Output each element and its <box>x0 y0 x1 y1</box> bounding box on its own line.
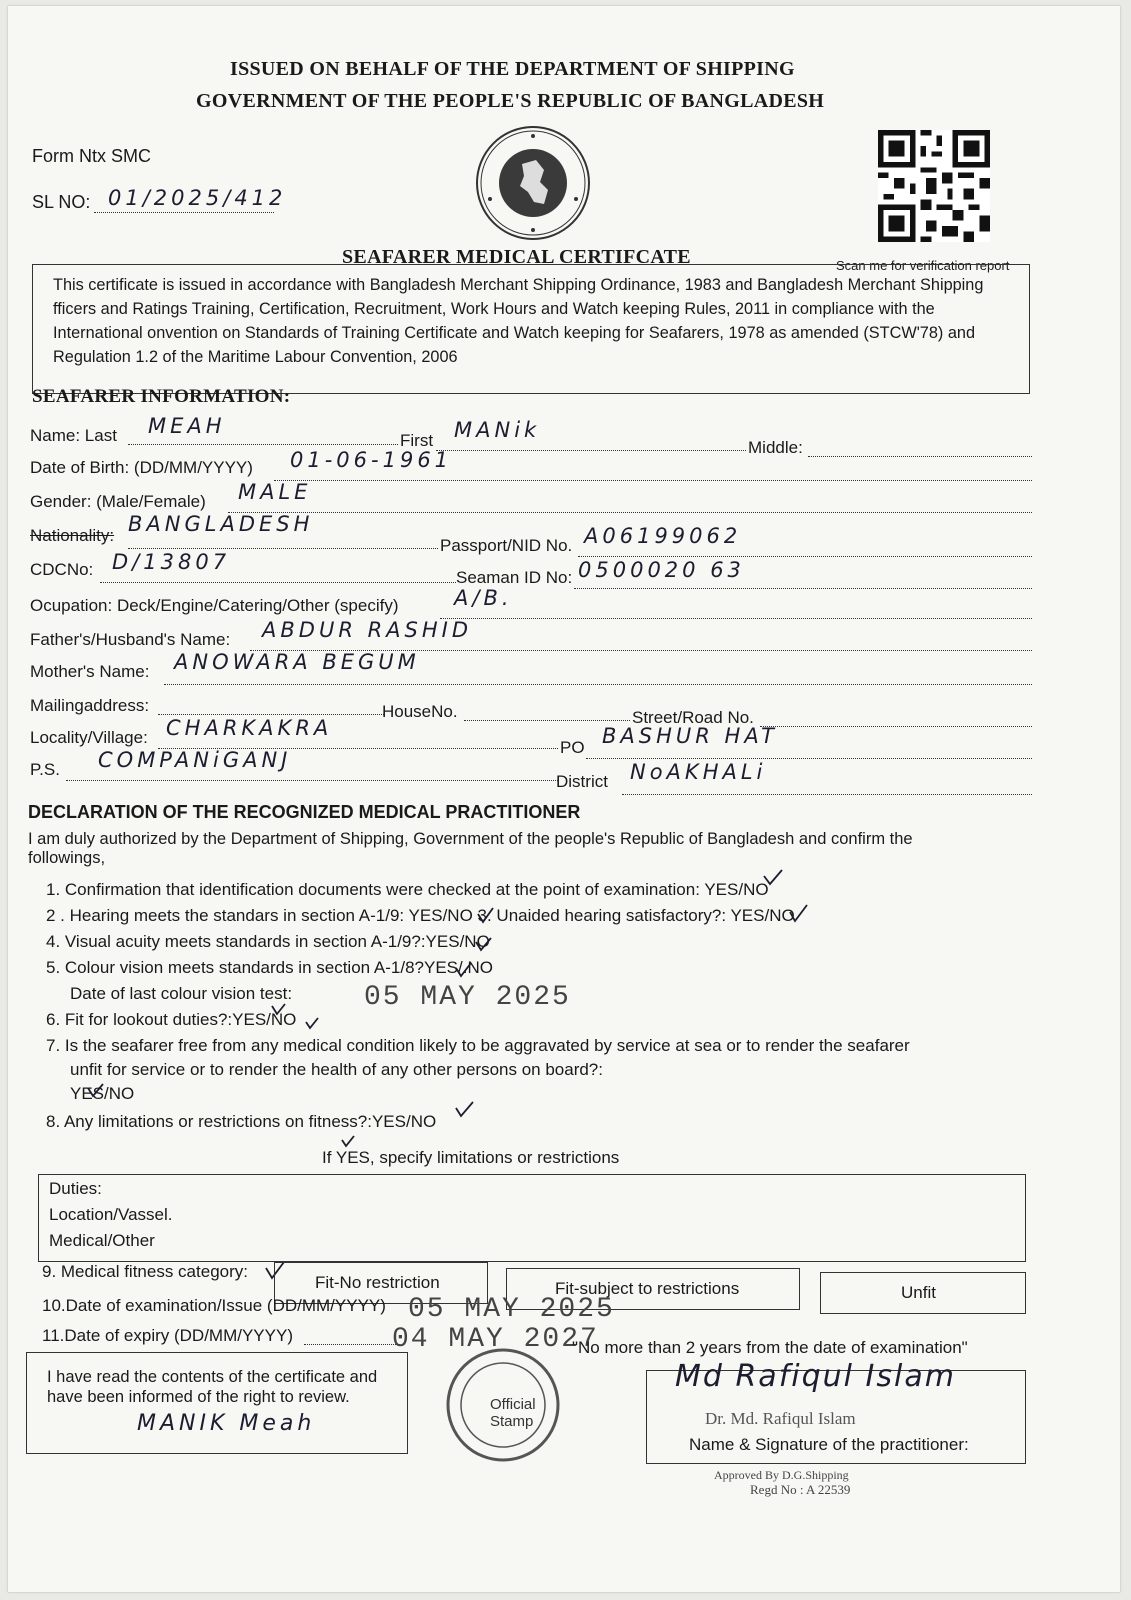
name-last-value: MEAH <box>148 414 226 438</box>
seafarer-signature: MANIK Meah <box>137 1411 316 1436</box>
if-yes-note: If YES, specify limitations or restrictions <box>322 1148 620 1167</box>
gender-label: Gender: (Male/Female) <box>30 492 206 511</box>
father-value: ABDUR RASHID <box>262 618 473 642</box>
name-first-value: MANik <box>454 418 541 442</box>
house-label: HouseNo. <box>382 702 458 721</box>
official-stamp-text: Official Stamp <box>490 1396 536 1430</box>
dob-value: 01-06-1961 <box>290 448 453 472</box>
cdc-value: D/13807 <box>112 550 231 574</box>
item-10: 10.Date of examination/Issue (DD/MM/YYYY) <box>42 1296 386 1315</box>
item-9: 9. Medical fitness category: <box>42 1262 248 1281</box>
father-label: Father's/Husband's Name: <box>30 630 231 649</box>
item-7-line1: 7. Is the seafarer free from any medical condition likely to be aggravated by service at sea or to render the seafarer <box>46 1036 910 1055</box>
occupation-label: Ocupation: Deck/Engine/Catering/Other (specify) <box>30 596 399 615</box>
seafarer-acknowledgement-box <box>26 1352 408 1454</box>
fit-no-restriction-label: Fit-No restriction <box>315 1273 440 1292</box>
read-text: I have read the contents of the certificate and have been informed of the right to review. <box>47 1368 378 1406</box>
locality-value: CHARKAKRA <box>166 716 333 740</box>
item-1: 1. Confirmation that identification documents were checked at the point of examination: YES/NO <box>46 880 769 899</box>
item-8: 8. Any limitations or restrictions on fitness?:YES/NO <box>46 1112 437 1131</box>
certificate-title: SEAFARER MEDICAL CERTIFCATE <box>342 246 691 268</box>
seaman-id-value: 0500020 63 <box>578 558 745 582</box>
item-5: 5. Colour vision meets standards in section A-1/8?YES/.NO <box>46 958 493 977</box>
declaration-intro: I am duly authorized by the Department of Shipping, Government of the people's Republic of Bangladesh and confirm the followings, <box>28 830 913 867</box>
seafarer-section-title: SEAFARER INFORMATION: <box>32 386 291 407</box>
item-11: 11.Date of expiry (DD/MM/YYYY) <box>42 1326 293 1345</box>
name-first-label: First <box>400 431 434 450</box>
district-value: NoAKHALi <box>630 760 767 784</box>
form-number: Form Ntx SMC <box>32 146 151 166</box>
passport-label: Passport/NID No. <box>440 536 573 555</box>
expiry-note: "No more than 2 years from the date of examination" <box>572 1338 968 1357</box>
practitioner-stamp-name: Dr. Md. Rafiqul Islam <box>705 1409 856 1428</box>
sl-no-label: SL NO: <box>32 192 91 212</box>
ps-value: COMPANiGANJ <box>98 748 292 772</box>
sl-no-value: 01/2025/412 <box>108 186 287 210</box>
declaration-title: DECLARATION OF THE RECOGNIZED MEDICAL PRACTITIONER <box>28 802 581 822</box>
passport-value: A06199062 <box>584 524 742 548</box>
mailing-label: Mailingaddress: <box>30 696 150 715</box>
expiry-date-stamp: 04 MAY 2027 <box>392 1324 599 1355</box>
colour-test-date-stamp: 05 MAY 2025 <box>364 982 571 1013</box>
medical-other-label: Medical/Other <box>49 1231 155 1250</box>
po-value: BASHUR HAT <box>602 724 778 748</box>
occupation-value: A/B. <box>454 586 513 610</box>
mother-value: ANOWARA BEGUM <box>174 650 420 674</box>
restrictions-box <box>38 1174 1026 1262</box>
unfit-label: Unfit <box>901 1283 936 1302</box>
exam-date-stamp: 05 MAY 2025 <box>408 1294 615 1325</box>
signature-label: Name & Signature of the practitioner: <box>689 1435 969 1454</box>
duties-label: Duties: <box>49 1179 102 1198</box>
middle-label: Middle: <box>748 438 803 457</box>
nationality-value: BANGLADESH <box>128 512 314 536</box>
street-label: Street/Road No. <box>632 708 754 727</box>
item-7-line2: unfit for service or to render the health of any other persons on board?: <box>70 1060 603 1079</box>
intro-text: This certificate is issued in accordance with Bangladesh Merchant Shipping Ordinance, 1983 and Bangladesh Merchant Shipping fficers and Ratings Training, Certification, Recruitment, Work Hours and Watch keeping Rules, 2011 in compliance with the International onvention on Standards of Training Certificate and Watch keeping for Seafarers, 1978 as amended (STCW'78) and Regulation 1.2 of the Maritime Labour Convention, 2006 <box>53 276 984 366</box>
seaman-id-label: Seaman ID No: <box>456 568 573 587</box>
practitioner-box <box>646 1359 1026 1464</box>
mother-label: Mother's Name: <box>30 662 150 681</box>
header-line2: GOVERNMENT OF THE PEOPLE'S REPUBLIC OF BANGLADESH <box>196 90 825 112</box>
item-7-line3: YES/NO <box>70 1084 135 1103</box>
practitioner-signature: Md Rafiqul Islam <box>675 1359 956 1394</box>
approved-text: Approved By D.G.Shipping <box>714 1468 849 1482</box>
item-2-3: 2 . Hearing meets the standars in section A-1/9: YES/NO 3. Unaided hearing satisfactory?: YES/NO <box>46 906 795 925</box>
locality-label: Locality/Village: <box>30 728 148 747</box>
district-label: District <box>556 772 608 791</box>
gender-value: MALE <box>238 480 312 504</box>
name-last-label: Name: Last <box>30 426 117 445</box>
ps-label: P.S. <box>30 760 60 779</box>
cdc-label: CDCNo: <box>30 560 94 579</box>
po-label: PO <box>560 738 585 757</box>
colour-test-label: Date of last colour vision test: <box>70 984 293 1003</box>
regd-text: Regd No : A 22539 <box>750 1482 851 1497</box>
qr-caption: Scan me for verification report <box>836 258 1010 273</box>
header-line1: ISSUED ON BEHALF OF THE DEPARTMENT OF SHIPPING <box>230 58 795 80</box>
location-label: Location/Vassel. <box>49 1205 173 1224</box>
dob-label: Date of Birth: (DD/MM/YYYY) <box>30 458 253 477</box>
certificate-page <box>8 6 1120 1592</box>
nationality-label: Nationality: <box>30 526 115 545</box>
fit-subject-label: Fit-subject to restrictions <box>555 1279 740 1298</box>
item-4: 4. Visual acuity meets standards in section A-1/9?:YES/NO <box>46 932 490 951</box>
unfit-box[interactable] <box>820 1272 1026 1314</box>
item-6: 6. Fit for lookout duties?:YES/NO <box>46 1010 297 1029</box>
